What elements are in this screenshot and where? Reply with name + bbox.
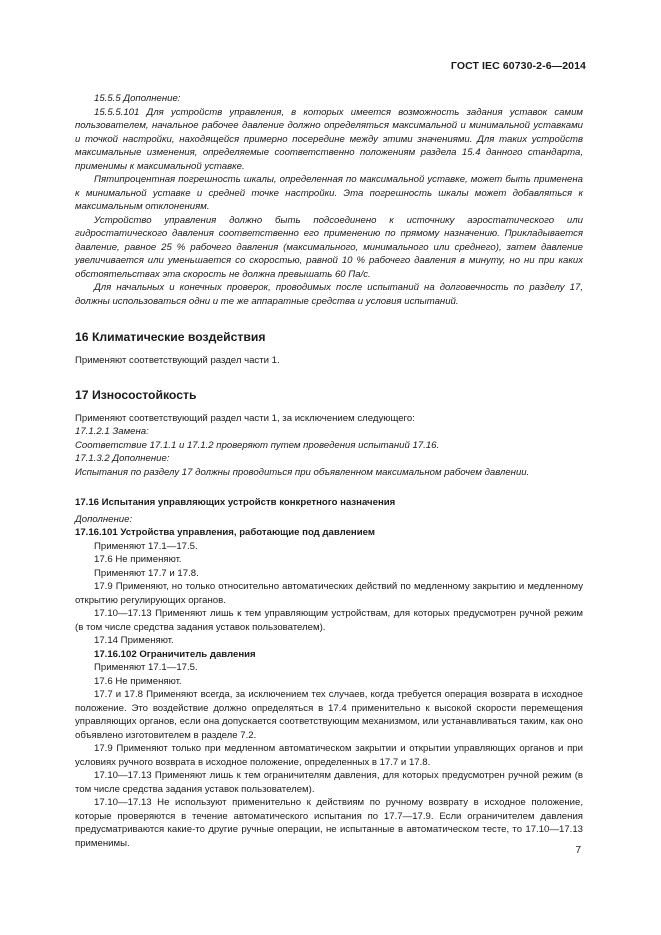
paragraph-101-a6: 17.14 Применяют. <box>94 635 174 646</box>
standard-header: ГОСТ IEC 60730-2-6—2014 <box>450 60 586 72</box>
section-16-title: 16 Климатические воздействия <box>75 330 266 344</box>
section-17-title: 17 Износостойкость <box>75 387 197 402</box>
subsection-17-16-102-title: 17.16.102 Ограничитель давления <box>94 648 256 660</box>
paragraph-17-1-2-1: 17.1.2.1 Замена: <box>75 426 149 437</box>
paragraph-15-5-5-101: 15.5.5.101 Для устройств управления, в которых имеется возможность задания уставок самим пользователем, начальное рабочее давление должно определяться максимальной и минимальной уставками и точкой настройки, находящейся примерно посередине между этими значениями. Для таких устройств максимальные изменения, определяемые соответственно положениям раздела 15.4 данного стандарта, применимы к максимальной уставке. <box>75 106 583 172</box>
page-number: 7 <box>575 845 581 856</box>
paragraph-102-b4: 17.9 Применяют только при медленном автоматическом закрытии и открытии управляющих органов и при условиях ручного возврата в исходное положение, определенных в 17.7 и 17.8. <box>75 743 583 768</box>
document-body <box>75 92 583 850</box>
paragraph-addition: Дополнение: <box>75 513 133 525</box>
paragraph-scale-error: Пятипроцентная погрешность шкалы, определенная по максимальной уставке, может быть применена к минимальной уставке и средней точке настройки. Эта погрешность шкалы может добавляться к максимальным отклонениям. <box>75 174 583 212</box>
paragraph-101-a3: Применяют 17.7 и 17.8. <box>94 567 199 579</box>
paragraph-16: Применяют соответствующий раздел части 1. <box>75 355 280 366</box>
paragraph-102-b1: Применяют 17.1—17.5. <box>94 662 198 673</box>
paragraph-17-compliance: Соответствие 17.1.1 и 17.1.2 проверяют путем проведения испытаний 17.16. <box>75 439 440 451</box>
paragraph-102-b6: 17.10—17.13 Не используют применительно к действиям по ручному возврату в исходное положение, которые проверяются в течение автоматического испытания по 17.7—17.9. Если ограничителем давления предусматриваются какие-то другие ручные операции, не испытанные в автоматическом тесте, то 17.10—17.13 применимы. <box>75 797 583 849</box>
paragraph-101-a2: 17.6 Не применяют. <box>94 554 182 565</box>
paragraph-initial-checks: Для начальных и конечных проверок, проводимых после испытаний на долговечность по разделу 17, должны использоваться одни и те же аппаратные средства и условия испытаний. <box>75 282 583 307</box>
paragraph-101-a1: Применяют 17.1—17.5. <box>94 540 198 552</box>
section-17-16-title: 17.16 Испытания управляющих устройств конкретного назначения <box>75 497 396 508</box>
paragraph-pressure-source: Устройство управления должно быть подсоединено к источнику аэростатического или гидростатического давления соответственно его применению по прямому назначению. Прикладывается давление, равное 25 % рабочего давления (максимального, минимального или среднего), затем давление увеличивается или уменьшается со скоростью, равной 10 % рабочего давления в минуту, но ни при каких обстоятельствах эта скорость не должна превышать 60 Па/с. <box>75 214 583 280</box>
paragraph-17-1-3-2: 17.1.3.2 Дополнение: <box>75 453 170 464</box>
paragraph-102-b2: 17.6 Не применяют. <box>94 675 182 687</box>
paragraph-102-b3: 17.7 и 17.8 Применяют всегда, за исключением тех случаев, когда требуется операция возврата в исходное положение. Это воздействие должно определяться в 17.4 применительно к высокой скорости перемещения управляющих органов, если она допускается соответствующим механизмом, или устанавливаться таким, как оно объявлено изготовителем в разделе 7.2. <box>75 689 583 741</box>
paragraph-15-5-5: 15.5.5 Дополнение: <box>94 93 181 104</box>
subsection-17-16-101-title: 17.16.101 Устройства управления, работающие под давлением <box>75 527 375 538</box>
paragraph-101-a4: 17.9 Применяют, но только относительно автоматических действий по медленному закрытию и медленному открытию регулирующих органов. <box>75 581 583 606</box>
paragraph-101-a5: 17.10—17.13 Применяют лишь к тем управляющим устройствам, для которых предусмотрен ручной режим (в том числе средства задания уставок пользователем). <box>75 608 583 633</box>
paragraph-17-intro: Применяют соответствующий раздел части 1, за исключением следующего: <box>75 412 415 424</box>
paragraph-102-b5: 17.10—17.13 Применяют лишь к тем ограничителям давления, для которых предусмотрен ручной режим (в том числе средства задания уставок пользователем). <box>75 770 583 795</box>
paragraph-17-tests: Испытания по разделу 17 должны проводиться при объявленном максимальном рабочем давлении. <box>75 466 530 478</box>
